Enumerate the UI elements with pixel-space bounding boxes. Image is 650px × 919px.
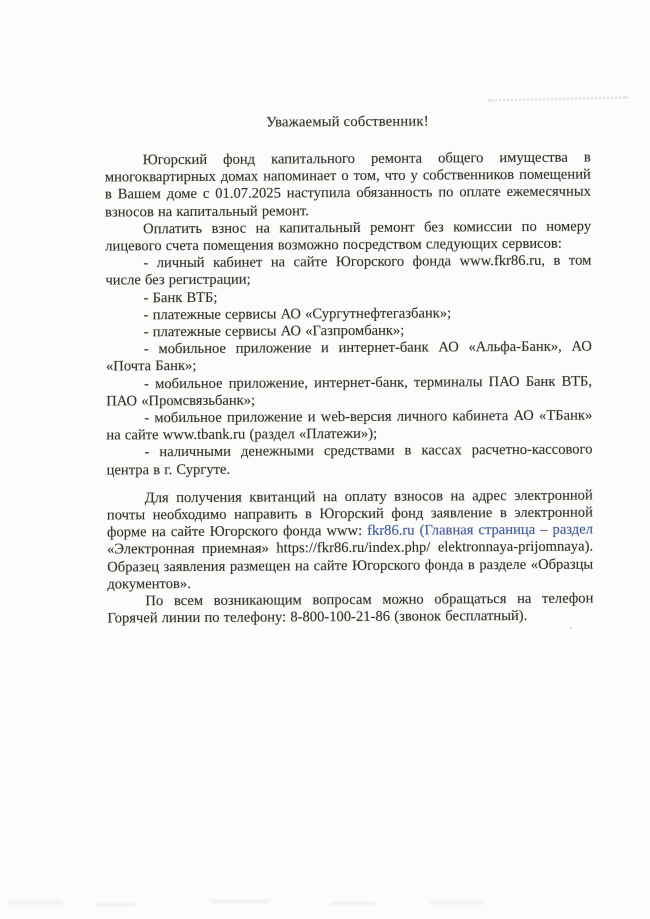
scan-smudge bbox=[330, 902, 375, 905]
paragraph-payment-intro: Оплатить взнос на капитальный ремонт без комиссии по номеру лицевого счета помещения возможно посредством следующих сервисов: bbox=[105, 218, 592, 255]
payment-service-item-vtb: - Банк ВТБ; bbox=[143, 289, 218, 306]
receipts-text-after-link: «Электронная приемная» https://fkr86.ru/index.php/ elektronnaya-prijomnaya). Образец заявления размещен на сайте Югорского фонда в разделе «Образцы документов». bbox=[107, 538, 594, 593]
scan-speck bbox=[570, 627, 572, 629]
letter-title-text: Уважаемый собственник! bbox=[266, 113, 429, 131]
fkr86-site-link: fkr86.ru (Главная страница – раздел bbox=[367, 521, 594, 540]
paragraph-fund-reminder: Югорский фонд капитального ремонта общего имущества в многоквартирных домах напоминает о том, что у собственников помещений в Вашем доме с 01.07.2025 наступила обязанность по оплате ежемесячных взносов на капитальный ремонт. bbox=[104, 149, 591, 221]
payment-service-item-alfabank-pochtabank: - мобильное приложение и интернет-банк АО «Альфа-Банк», АО «Почта Банк»; bbox=[105, 338, 592, 375]
letter-content bbox=[104, 113, 593, 628]
payment-service-item-surgutneftegazbank: - платежные сервисы АО «Сургутнефтегазбанк»; bbox=[143, 305, 452, 324]
scan-smudge bbox=[95, 903, 135, 906]
payment-service-item-tbank: - мобильное приложение и web-версия личного кабинета АО «ТБанк» на сайте www.tbank.ru (раздел «Платежи»); bbox=[106, 407, 593, 444]
payment-service-item-cash-surgut: - наличными денежными средствами в кассах расчетно-кассового центра в г. Сургуте. bbox=[106, 441, 593, 479]
scan-smudge bbox=[210, 900, 270, 903]
scan-smudge bbox=[430, 901, 485, 904]
paragraph-receipts bbox=[107, 487, 594, 593]
payment-service-item-vtb-promsvyazbank: - мобильное приложение, интернет-банк, терминалы ПАО Банк ВТБ, ПАО «Промсвязьбанк»; bbox=[106, 373, 593, 410]
scan-smudge bbox=[8, 901, 63, 904]
pencil-scribble-mark bbox=[488, 89, 628, 102]
paragraph-hotline: По всем возникающим вопросам можно обращаться на телефон Горячей линии по телефону: 8-800-100-21-86 (звонок бесплатный). bbox=[107, 590, 594, 627]
payment-service-item-gazprombank: - платежные сервисы АО «Газпромбанк»; bbox=[143, 322, 405, 341]
payment-service-item-personal-account: - личный кабинет на сайте Югорского фонда www.fkr86.ru, в том числе без регистрации; bbox=[105, 252, 592, 289]
letter-title bbox=[104, 113, 590, 133]
receipts-text-before-link: Для получения квитанций на оплату взносов на адрес электронной почты необходимо направить в Югорский фонд заявление в электронной форме на сайте Югорского фонда www: bbox=[106, 487, 593, 541]
